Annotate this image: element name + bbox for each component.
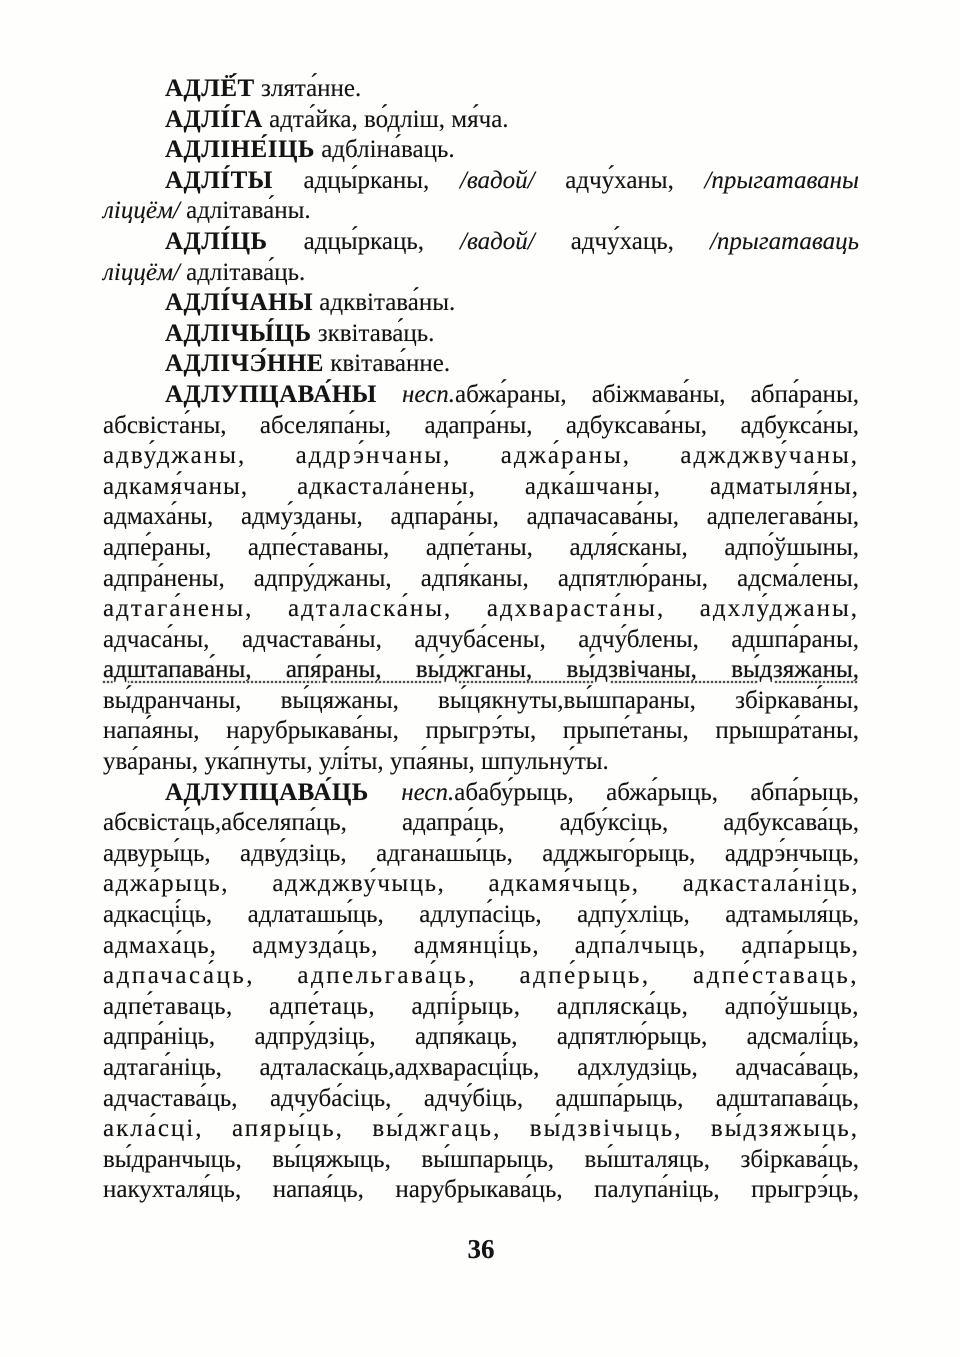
entry-text — [377, 381, 402, 408]
entry-text: абсвіста́ць,абселяпа́ць, адапра́ць, адбу́ксіць, адбуксава́ць, — [103, 809, 859, 837]
entry-text: адкамя́чаны, адкастала́нены, адка́шчаны, адматыля́ны, — [103, 472, 859, 500]
entry-text: адквітава́ны. — [313, 289, 456, 317]
headword: АДЛІ́ЦЬ — [165, 227, 268, 255]
entry-text: абабу́рыць, абжа́рыць, абпа́рыць, — [454, 778, 860, 806]
text-line — [103, 808, 859, 839]
entry-text: вы́дранчаны, вы́цяжаны, вы́цякнуты,вы́шпараны, збіркава́ны, — [103, 686, 859, 714]
entry-text: адбліна́ваць. — [314, 136, 455, 164]
entry-text: квітава́нне. — [323, 350, 451, 378]
text-line — [103, 196, 859, 227]
entry-text: адчаса́ны, адчастава́ны, адчуба́сены, адчу́блены, адшпа́раны, — [103, 625, 859, 653]
dictionary-text-block — [103, 74, 859, 1206]
text-line — [103, 900, 859, 931]
text-line — [103, 288, 859, 319]
italic-grammar-note: /вадой/ — [459, 166, 535, 194]
entry-text: аджа́рыць, аджджву́чыць, адкамя́чыць, адкастала́ніць, — [103, 870, 859, 898]
text-line — [103, 1145, 859, 1176]
page-number: 36 — [467, 1234, 495, 1264]
text-line — [103, 564, 859, 595]
entry-text: адштапава́ны, апя́раны, вы́джганы, вы́дзвічаны, вы́дзяжаны, — [103, 656, 859, 684]
entry-text: адта́йка, во́дліш, мя́ча. — [262, 105, 509, 133]
headword: АДЛІ́ТЫ — [165, 166, 273, 194]
headword: АДЛІЧЭ́ННЕ — [165, 350, 324, 378]
text-line — [103, 105, 859, 136]
text-line — [103, 839, 859, 870]
text-line — [103, 1114, 859, 1145]
entry-text: зквітава́ць. — [311, 319, 435, 347]
text-line — [103, 227, 859, 258]
text-line — [103, 441, 859, 472]
entry-text: адчу́ханы, — [534, 166, 705, 194]
text-line — [103, 380, 859, 411]
headword: АДЛІЧЫ́ЦЬ — [165, 319, 312, 347]
italic-grammar-note: ліццём/ — [103, 197, 180, 225]
headword: АДЛІ́ГА — [165, 105, 263, 133]
entry-text — [369, 779, 401, 806]
text-line — [103, 992, 859, 1023]
italic-grammar-note: несп. — [401, 380, 455, 408]
headword: АДЛІНЕ́ІЦЬ — [165, 136, 315, 164]
entry-text: вы́дранчыць, вы́цяжыць, вы́шпарыць, вы́шталяць, збіркава́ць, — [103, 1145, 859, 1173]
text-line — [103, 686, 859, 717]
italic-grammar-note: /вадой/ — [460, 227, 535, 255]
entry-text: накухталя́ць, напая́ць, нарубрыкава́ць, палупа́ніць, прыгрэ́ць, — [103, 1176, 859, 1204]
entry-text: адкасці́ць, адлаташы́ць, адлупа́сіць, адпу́хліць, адтамыля́ць, — [103, 901, 859, 929]
entry-text: адпра́ніць, адпру́дзіць, адпя́каць, адпятлю́рыць, адсмалі́ць, — [103, 1023, 859, 1051]
headword: АДЛУПЦАВА́НЫ — [165, 380, 377, 408]
text-line — [103, 747, 859, 778]
text-line — [103, 533, 859, 564]
text-line — [103, 961, 859, 992]
headword: АДЛЁ́Т — [165, 75, 255, 102]
italic-grammar-note: ліццём/ — [103, 258, 180, 286]
entry-text: напа́яны, нарубрыкава́ны, прыгрэ́ты, прыпе́таны, прышра́таны, — [103, 717, 859, 745]
text-line — [103, 716, 859, 747]
entry-text: адву́джаны, аддрэ́нчаны, аджа́раны, аджджву́чаны, — [103, 442, 859, 470]
text-line — [103, 411, 859, 442]
entry-text: адпе́таваць, адпе́таць, адпі́рыць, адпляска́ць, адпо́ўшыць, — [103, 992, 859, 1020]
text-line — [103, 655, 859, 686]
text-line — [103, 135, 859, 166]
entry-text: адтага́ніць, адталаска́ць,адхварасці́ць, адхлудзіць, адчаса́ваць, — [103, 1054, 859, 1081]
text-line — [103, 1175, 859, 1206]
entry-text: ува́раны, ука́пнуты, улі́ты, упа́яны, шпульну́ты. — [103, 748, 609, 776]
entry-text: адпачаса́ць, адпельгава́ць, адпе́рыць, адпе́ставаць, — [103, 962, 859, 990]
text-line — [103, 1084, 859, 1115]
entry-text: адвуры́ць, адву́дзіць, адганашы́ць, адджыго́рыць, аддрэ́нчыць, — [103, 839, 859, 867]
entry-text: адмаха́ць, адмузда́ць, адмянці́ць, адпа́лчыць, адпа́рыць, — [103, 931, 859, 959]
entry-text: адлітава́ны. — [179, 197, 311, 225]
entry-text: адчастава́ць, адчуба́сіць, адчу́біць, адшпа́рыць, адштапава́ць, — [103, 1084, 859, 1112]
text-line — [103, 319, 859, 350]
headword: АДЛІ́ЧАНЫ — [165, 289, 314, 317]
text-line — [103, 625, 859, 656]
entry-text: злята́нне. — [254, 75, 362, 102]
text-line — [103, 778, 859, 809]
text-line — [103, 1053, 859, 1084]
entry-text: адтага́нены, адталаска́ны, адхвараста́ны, адхлу́джаны, — [103, 595, 859, 623]
italic-grammar-note: несп. — [401, 778, 455, 806]
text-line — [103, 74, 859, 105]
text-line — [103, 166, 859, 197]
text-line — [103, 931, 859, 962]
text-line — [103, 258, 859, 289]
headword: АДЛУПЦАВА́ЦЬ — [165, 778, 369, 806]
entry-text: адпе́раны, адпе́ставаны, адпе́таны, адля́сканы, адпо́ўшыны, — [103, 533, 859, 561]
entry-text: абсвіста́ны, абселяпа́ны, адапра́ны, адбуксава́ны, адбукса́ны, — [103, 411, 859, 439]
entry-text: абжа́раны, абіжмава́ны, абпа́раны, — [455, 380, 859, 408]
text-line — [103, 502, 859, 533]
entry-text: акла́сці, апяры́ць, вы́джгаць, вы́дзвічыць, вы́дзяжыць, — [103, 1115, 859, 1143]
entry-text: адмаха́ны, адму́зданы, адпара́ны, адпачасава́ны, адпелегава́ны, — [103, 503, 859, 531]
text-line — [103, 594, 859, 625]
text-line — [103, 1022, 859, 1053]
entry-text: адпра́нены, адпру́джаны, адпя́каны, адпятлю́раны, адсма́лены, — [103, 564, 859, 592]
entry-text: адцы́рканы, — [272, 166, 460, 194]
text-line — [103, 472, 859, 503]
italic-grammar-note: /прыгатаваць — [709, 227, 859, 255]
text-line — [103, 869, 859, 900]
entry-text: адчу́хаць, — [534, 227, 710, 255]
entry-text: адлітава́ць. — [179, 258, 306, 286]
entry-text: адцы́ркаць, — [267, 227, 460, 255]
italic-grammar-note: /прыгатаваны — [704, 166, 859, 194]
text-line — [103, 349, 859, 380]
